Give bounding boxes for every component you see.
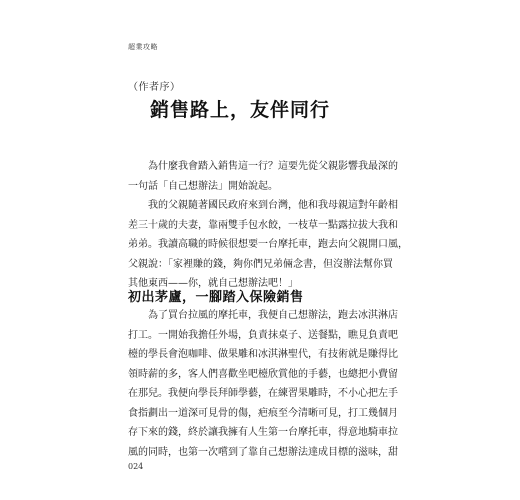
section-line: 在那兒。我便向學長拜師學藝，在練習果雕時，不小心把左手 (128, 388, 398, 399)
section-heading: 初出茅廬，一腳踏入保險銷售 (128, 290, 304, 305)
section-line: 為了買台拉風的摩托車，我便自己想辦法，跑去冰淇淋店 (128, 310, 398, 321)
section-line: 打工。一開始我擔任外場，負責抹桌子、送餐點，瞧見負責吧 (128, 329, 398, 341)
chapter-title: 銷售路上，友伴同行 (150, 99, 331, 121)
intro-line: 一句話「自己想辦法」開始說起。 (128, 180, 278, 192)
running-header: 超業攻略 (128, 43, 158, 51)
intro-line: 為什麼我會踏入銷售這一行？這要先從父親影響我最深的 (128, 161, 398, 172)
section-line: 存下來的錢，終於讓我擁有人生第一台摩托車，得意地騎車拉 (128, 427, 398, 438)
intro-line: 其他東西——你，就自己想辦法吧！」 (128, 278, 298, 289)
intro-line: 我的父親隨著國民政府來到台灣，他和我母親這對年齡相 (128, 200, 398, 211)
intro-line: 父親說：「家裡賺的錢，夠你們兄弟倆念書，但沒辦法幫你買 (128, 258, 393, 270)
preface-label: （作者序） (128, 82, 181, 93)
intro-line: 弟弟。我讀高職的時候很想要一台摩托車，跑去向父親開口風， (128, 239, 408, 250)
page-number: 024 (128, 462, 144, 471)
intro-paragraphs (128, 157, 408, 294)
section-line: 檯的學長會泡咖啡、做果雕和冰淇淋聖代，有技術就是賺得比 (128, 349, 398, 360)
section-line: 風的同時，也第一次嚐到了靠自己想辦法達成目標的滋味，甜 (128, 446, 398, 458)
section-line: 食指劃出一道深可見骨的傷，疤痕至今清晰可見，打工幾個月 (128, 407, 398, 419)
intro-line: 差三十歲的夫妻，靠兩雙手包水餃，一枝草一點露拉拔大我和 (128, 219, 398, 231)
section-paragraphs (128, 306, 396, 462)
section-line: 領時薪的多，客人們喜歡坐吧檯欣賞他的手藝，也總把小費留 (128, 368, 398, 380)
